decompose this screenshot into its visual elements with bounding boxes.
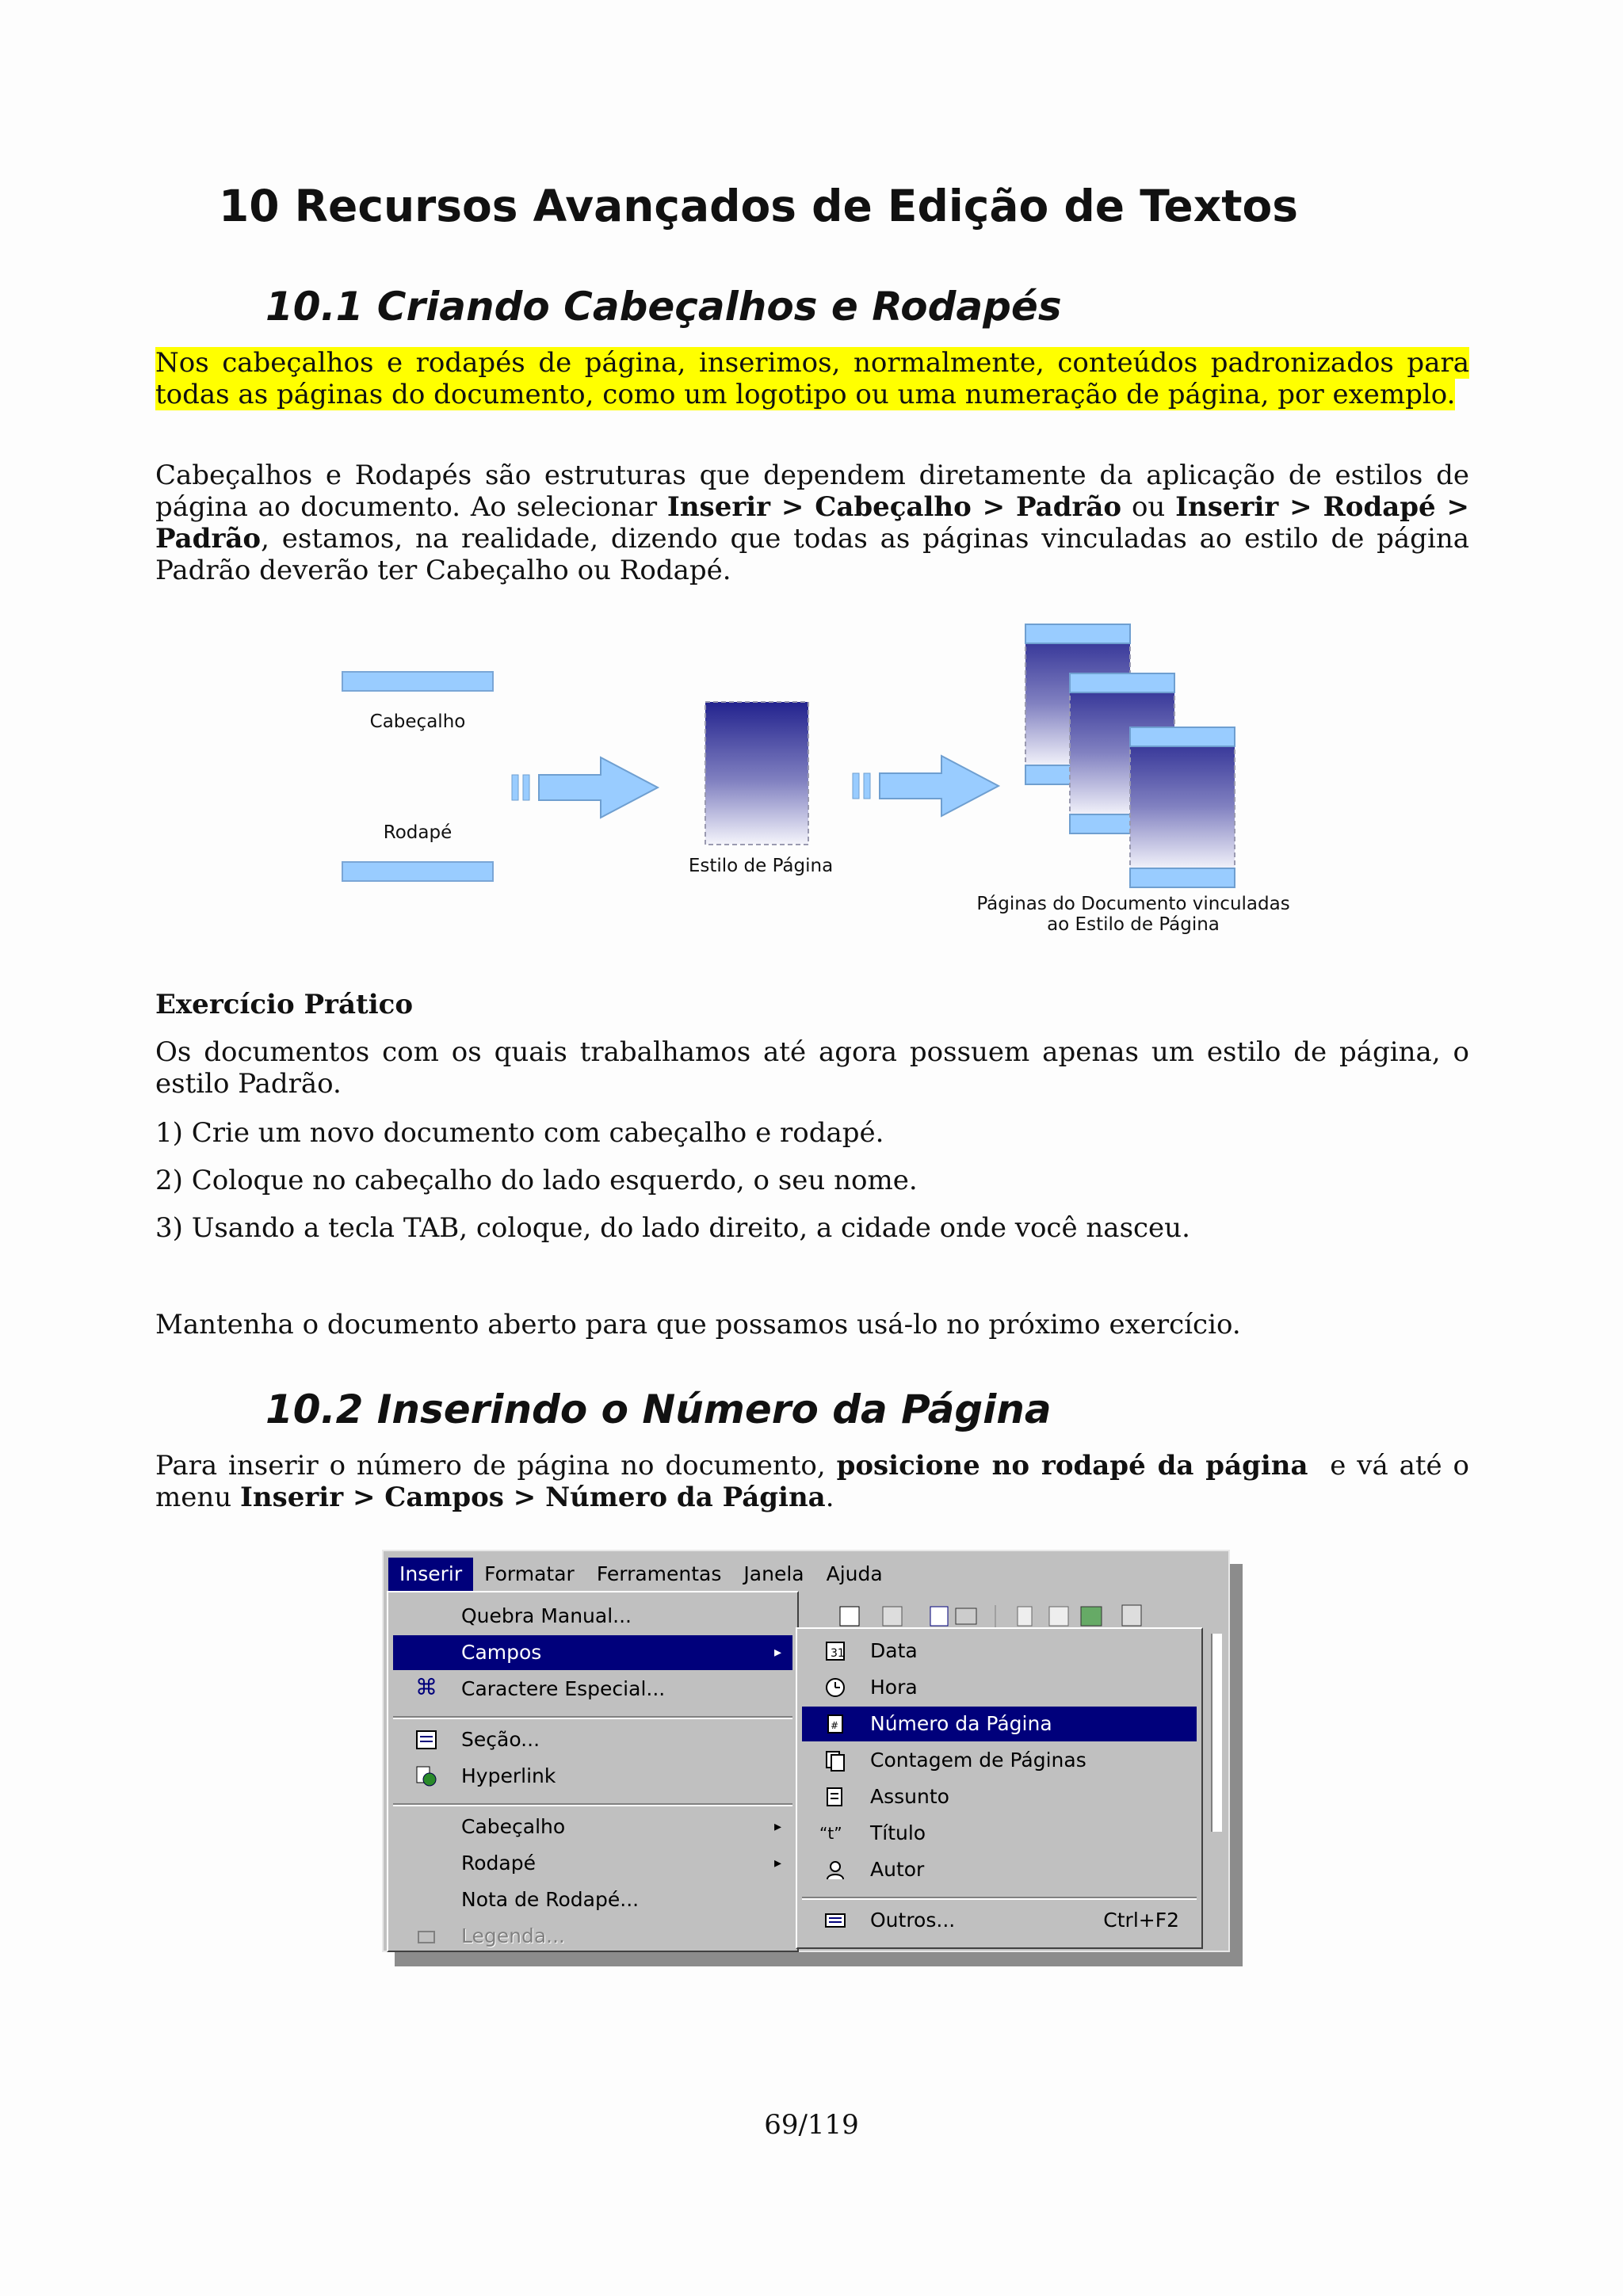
- linked-pages-label-line1: Páginas do Documento vinculadas: [976, 894, 1290, 914]
- menu-separator: [393, 1803, 792, 1806]
- menu-janela[interactable]: Janela: [743, 1562, 804, 1585]
- other-fields-icon: [824, 1909, 846, 1932]
- text-run: ou: [1121, 491, 1176, 523]
- menu-item-hyperlink[interactable]: [393, 1759, 792, 1794]
- exercise-intro: Os documentos com os quais trabalhamos até agora possuem apenas um estilo de página, o estilo Padrão.: [155, 1036, 1469, 1100]
- menu-item-label: Contagem de Páginas: [870, 1749, 1086, 1772]
- menu-item-label: Hora: [870, 1676, 918, 1699]
- menu-separator: [393, 1716, 792, 1719]
- menu-item-label: Cabeçalho: [461, 1815, 566, 1838]
- menu-item-label: Autor: [870, 1858, 925, 1881]
- menu-item-label: Quebra Manual...: [461, 1604, 632, 1627]
- exercise-step-1: 1) Crie um novo documento com cabeçalho e rodapé.: [155, 1117, 884, 1149]
- svg-text:31: 31: [831, 1647, 845, 1660]
- special-character-icon: ⌘: [415, 1674, 437, 1700]
- menu-formatar[interactable]: Formatar: [484, 1562, 575, 1585]
- menu-item-label: Caractere Especial...: [461, 1677, 666, 1700]
- header-label: Cabeçalho: [369, 711, 466, 732]
- page-count-icon: [824, 1749, 846, 1772]
- menu-separator: [802, 1897, 1197, 1900]
- menu-item-label: Legenda...: [461, 1924, 565, 1947]
- section-2-title: 10.2 Inserindo o Número da Página: [265, 1386, 1052, 1432]
- submenu-arrow-icon: ▸: [773, 1818, 781, 1835]
- header-bar: [342, 672, 493, 691]
- menu-item-autor[interactable]: [802, 1852, 1197, 1887]
- menu-item-hora[interactable]: [802, 1670, 1197, 1705]
- menu-screenshot: [382, 1550, 1230, 1952]
- menu-item-numero-da-pagina[interactable]: [802, 1707, 1197, 1741]
- menu-item-label: Seção...: [461, 1728, 540, 1751]
- page-number-paragraph: [155, 1450, 1478, 1513]
- chapter-title: 10 Recursos Avançados de Edição de Textos: [219, 181, 1299, 231]
- subject-icon: [824, 1786, 846, 1808]
- text-run: .: [825, 1482, 834, 1513]
- footer-label: Rodapé: [383, 822, 453, 843]
- submenu-arrow-icon: ▸: [773, 1855, 781, 1871]
- menu-item-label: Hyperlink: [461, 1764, 556, 1787]
- menu-item-titulo[interactable]: [802, 1816, 1197, 1851]
- text-run: e vá até o menu: [155, 1450, 1478, 1513]
- menu-item-rodape[interactable]: [393, 1846, 792, 1881]
- menu-item-contagem-de-paginas[interactable]: [802, 1743, 1197, 1778]
- fields-submenu: [796, 1627, 1203, 1949]
- menu-item-legenda: [393, 1919, 792, 1947]
- footer-bar: [342, 862, 493, 881]
- linked-pages-label-line2: ao Estilo de Página: [1047, 914, 1220, 935]
- menu-item-assunto[interactable]: [802, 1779, 1197, 1814]
- menu-item-label: Assunto: [870, 1785, 949, 1808]
- svg-text:#: #: [831, 1720, 839, 1731]
- menu-item-label: Outros...: [870, 1909, 956, 1932]
- text-run: , estamos, na realidade, dizendo que todas as páginas vinculadas ao estilo de página Padrão deverão ter Cabeçalho ou Rodapé.: [155, 523, 1469, 586]
- menu-item-label: Nota de Rodapé...: [461, 1888, 640, 1911]
- exercise-step-3: 3) Usando a tecla TAB, coloque, do lado direito, a cidade onde você nasceu.: [155, 1212, 1190, 1244]
- menu-item-cabecalho[interactable]: [393, 1810, 792, 1844]
- menu-ferramentas[interactable]: Ferramentas: [596, 1562, 722, 1585]
- title-icon: “t”: [819, 1824, 842, 1843]
- exercise-step-2: 2) Coloque no cabeçalho do lado esquerdo, o seu nome.: [155, 1165, 918, 1196]
- menu-item-nota-de-rodape[interactable]: [393, 1882, 792, 1917]
- clock-icon: [824, 1676, 846, 1699]
- linked-pages-label: [959, 894, 1308, 935]
- page-number-icon: [824, 1713, 846, 1735]
- page-number: 69/119: [764, 2109, 859, 2141]
- calendar-icon: [824, 1640, 846, 1662]
- hyperlink-icon: [415, 1765, 437, 1787]
- arrow-1: [512, 757, 658, 818]
- page-style-figure: [301, 618, 1331, 943]
- section-icon: [415, 1729, 437, 1751]
- exercise-closing: Mantenha o documento aberto para que possamos usá-lo no próximo exercício.: [155, 1309, 1241, 1341]
- menu-item-label: Campos: [461, 1641, 542, 1664]
- highlighted-text: Nos cabeçalhos e rodapés de página, inserimos, normalmente, conteúdos padronizados para todas as páginas do documento, como um logotipo ou uma numeração de página, por exemplo.: [155, 347, 1469, 410]
- caption-icon: [415, 1925, 437, 1947]
- page-style-label: Estilo de Página: [688, 856, 834, 876]
- window-right-edge: [1211, 1634, 1222, 1832]
- author-icon: [824, 1859, 846, 1881]
- menu-item-data[interactable]: [802, 1634, 1197, 1669]
- menu-inserir[interactable]: Inserir: [388, 1558, 473, 1591]
- menu-item-quebra-manual[interactable]: [393, 1599, 792, 1634]
- linked-page-3: [1130, 727, 1235, 887]
- bold-run: Inserir > Campos > Número da Página: [239, 1482, 826, 1513]
- menu-item-label: Título: [870, 1821, 926, 1844]
- arrow-2: [853, 756, 999, 816]
- bold-run: Inserir > Cabeçalho > Padrão: [666, 491, 1122, 523]
- menu-item-secao[interactable]: [393, 1722, 792, 1757]
- bold-run: Inserir > Rodapé > Padrão: [155, 491, 1469, 555]
- section-1-title: 10.1 Criando Cabeçalhos e Rodapés: [265, 284, 1062, 330]
- submenu-arrow-icon: ▸: [773, 1644, 781, 1661]
- bold-run: posicione no rodapé da página: [836, 1450, 1308, 1482]
- page-style-box: [705, 702, 808, 845]
- exercise-title: Exercício Prático: [155, 989, 413, 1020]
- text-run: Cabeçalhos e Rodapés são estruturas que dependem diretamente da aplicação de estilos de página ao documento. Ao selecionar: [155, 460, 1469, 523]
- menu-item-label: Data: [870, 1639, 918, 1662]
- insert-menu: [387, 1591, 799, 1952]
- menu-item-caractere-especial[interactable]: [393, 1672, 792, 1707]
- menu-ajuda[interactable]: Ajuda: [826, 1562, 883, 1585]
- menu-item-label: Rodapé: [461, 1852, 536, 1875]
- header-footer-paragraph: [155, 460, 1469, 586]
- menu-item-outros[interactable]: [802, 1903, 1197, 1938]
- menu-bar: [388, 1558, 1220, 1591]
- text-run: Para inserir o número de página no documento,: [155, 1450, 837, 1482]
- shortcut-label: Ctrl+F2: [1103, 1909, 1179, 1932]
- menu-item-campos[interactable]: [393, 1635, 792, 1670]
- intro-paragraph: [155, 347, 1469, 410]
- menu-item-label: Número da Página: [870, 1712, 1052, 1735]
